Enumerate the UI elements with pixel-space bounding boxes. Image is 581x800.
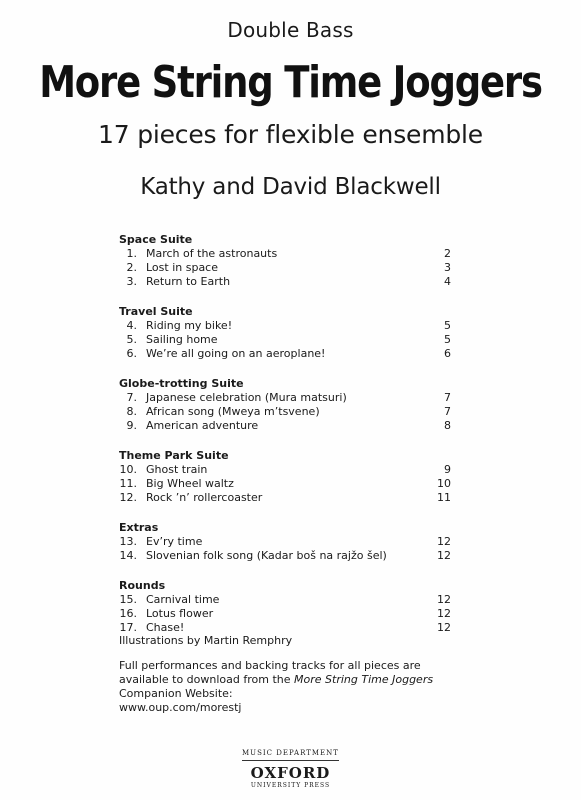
piece-number: 13. <box>119 535 137 548</box>
piece-title: Carnival time <box>146 593 220 606</box>
toc-entry <box>119 463 451 477</box>
toc-entry <box>119 621 451 635</box>
piece-number: 4. <box>126 319 137 332</box>
page-number: 12 <box>437 607 451 620</box>
toc-entry <box>119 347 451 361</box>
toc-section <box>119 376 451 433</box>
piece-title: We’re all going on an aeroplane! <box>146 347 326 360</box>
page-number: 10 <box>437 477 451 490</box>
toc-entry <box>119 419 451 433</box>
piece-number: 2. <box>126 261 137 274</box>
toc-section <box>119 304 451 361</box>
piece-title: Return to Earth <box>146 275 231 288</box>
piece-title: Sailing home <box>146 333 218 346</box>
page-number: 11 <box>437 491 451 504</box>
piece-number: 11. <box>119 477 137 490</box>
page-number: 8 <box>444 419 451 432</box>
piece-title: Lotus flower <box>146 607 214 620</box>
piece-number: 17. <box>119 621 137 634</box>
piece-title: American adventure <box>146 419 259 432</box>
publisher-department: MUSIC DEPARTMENT <box>242 749 339 761</box>
piece-number: 16. <box>119 607 137 620</box>
piece-title: African song (Mweya m’tsvene) <box>146 405 320 418</box>
piece-number: 7. <box>126 391 137 404</box>
suite-title: Space Suite <box>119 233 193 246</box>
toc-entry <box>119 261 451 275</box>
piece-number: 8. <box>126 405 137 418</box>
table-of-contents <box>119 232 451 650</box>
toc-entry <box>119 477 451 491</box>
piece-title: Chase! <box>146 621 185 634</box>
page-number: 2 <box>444 247 451 260</box>
piece-number: 15. <box>119 593 137 606</box>
toc-entry <box>119 607 451 621</box>
toc-entry <box>119 535 451 549</box>
page-number: 12 <box>437 535 451 548</box>
book-title: More String Time Joggers <box>39 57 542 108</box>
piece-title: Rock ’n’ rollercoaster <box>146 491 263 504</box>
toc-entry <box>119 247 451 261</box>
suite-title: Globe-trotting Suite <box>119 377 244 390</box>
piece-title: Japanese celebration (Mura matsuri) <box>146 391 347 404</box>
website-url: www.oup.com/morestj <box>119 701 242 714</box>
piece-title: March of the astronauts <box>146 247 278 260</box>
page-number: 9 <box>444 463 451 476</box>
suite-title: Travel Suite <box>119 305 193 318</box>
piece-number: 10. <box>119 463 137 476</box>
publisher-name: OXFORD <box>250 764 331 782</box>
info-text-start: Full performances and backing tracks for all pieces are available to download from the <box>119 659 421 686</box>
piece-number: 12. <box>119 491 137 504</box>
instrument-label: Double Bass <box>227 18 354 42</box>
piece-title: Riding my bike! <box>146 319 233 332</box>
toc-entry <box>119 593 451 607</box>
toc-entry <box>119 333 451 347</box>
suite-title: Extras <box>119 521 159 534</box>
page-number: 3 <box>444 261 451 274</box>
book-subtitle: 17 pieces for flexible ensemble <box>98 120 483 149</box>
toc-section <box>119 578 451 635</box>
toc-entry <box>119 391 451 405</box>
piece-title: Big Wheel waltz <box>146 477 234 490</box>
page-number: 6 <box>444 347 451 360</box>
companion-website-info <box>119 659 459 715</box>
page-number: 5 <box>444 333 451 346</box>
toc-section <box>119 232 451 289</box>
piece-number: 1. <box>126 247 137 260</box>
piece-number: 14. <box>119 549 137 562</box>
toc-entry <box>119 275 451 289</box>
page-number: 12 <box>437 621 451 634</box>
piece-number: 6. <box>126 347 137 360</box>
publisher-press: UNIVERSITY PRESS <box>250 782 331 789</box>
page-number: 12 <box>437 549 451 562</box>
toc-entry <box>119 549 451 563</box>
piece-number: 9. <box>126 419 137 432</box>
toc-entry <box>119 491 451 505</box>
page-number: 7 <box>444 405 451 418</box>
page-number: 12 <box>437 593 451 606</box>
piece-title: Slovenian folk song (Kadar boš na rajžo šel) <box>146 549 387 562</box>
book-authors: Kathy and David Blackwell <box>140 174 441 200</box>
toc-entry <box>119 319 451 333</box>
toc-section <box>119 448 451 505</box>
piece-title: Ev’ry time <box>146 535 203 548</box>
toc-entry <box>119 405 451 419</box>
page-number: 5 <box>444 319 451 332</box>
page-number: 7 <box>444 391 451 404</box>
suite-title: Rounds <box>119 579 166 592</box>
toc-section <box>119 520 451 563</box>
publisher-logo <box>0 740 581 789</box>
info-text-end: Companion Website: <box>119 687 233 700</box>
piece-title: Ghost train <box>146 463 208 476</box>
piece-number: 3. <box>126 275 137 288</box>
page-number: 4 <box>444 275 451 288</box>
suite-title: Theme Park Suite <box>119 449 229 462</box>
piece-title: Lost in space <box>146 261 218 274</box>
piece-number: 5. <box>126 333 137 346</box>
info-text-title: More String Time Joggers <box>294 673 434 686</box>
illustration-credit: Illustrations by Martin Remphry <box>119 634 293 647</box>
